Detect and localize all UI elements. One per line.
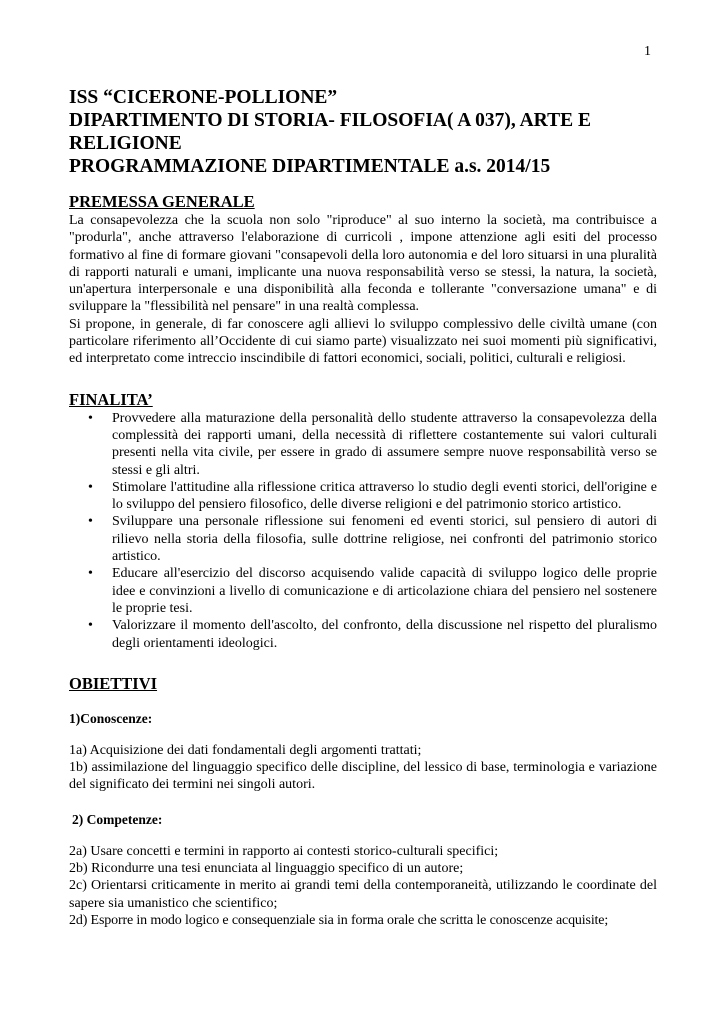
bullet-icon: • <box>88 479 93 495</box>
list-item <box>69 565 657 617</box>
premessa-paragraph-1: La consapevolezza che la scuola non solo "riproduce" al suo interno la società, ma contribuisce a "produrla", anche attraverso l'elaborazione di curricoli , impone attenzione agli esiti del processo formativo al fine di formare giovani "consapevoli della loro autonomia e del loro situarsi in una pluralità di rapporti naturali e umani, implicante una nuova responsabilità verso se stessi, la natura, la società, un'apertura interpersonale e una disponibilità alla feconda e tollerante "conversazione umana" e di sviluppare la "flessibilità nel pensare" in una realtà complessa. <box>69 213 657 315</box>
list-item <box>69 513 657 565</box>
conoscenze-item-1b: 1b) assimilazione del linguaggio specifico delle discipline, del lessico di base, terminologia e variazione del significato dei termini nei singoli autori. <box>69 760 657 793</box>
list-item-text: Valorizzare il momento dell'ascolto, del confronto, della discussione nel rispetto del pluralismo degli orientamenti ideologici. <box>112 618 657 651</box>
list-item-text: Provvedere alla maturazione della personalità dello studente attraverso la consapevolezza della complessità dei rapporti umani, della necessità di riflettere costantemente sui valori culturali presenti nella vita civile, per essere in grado di assumere sempre nuove responsabilità verso se stessi e gli altri. <box>112 410 657 478</box>
section-title-obiettivi: OBIETTIVI <box>69 673 158 693</box>
bullet-icon: • <box>88 410 93 426</box>
department-title: DIPARTIMENTO DI STORIA- FILOSOFIA( A 037), ARTE E <box>69 110 591 131</box>
list-item-text: Stimolare l'attitudine alla riflessione critica attraverso lo studio degli eventi storici, dell'origine e lo sviluppo del pensiero filosofico, delle diverse religioni e del patrimonio storico artistico. <box>112 479 657 513</box>
list-item <box>69 617 657 652</box>
list-item-text: Educare all'esercizio del discorso acquisendo valide capacità di sviluppo logico delle proprie idee e convinzioni a livello di comunicazione e di articolazione chiara del pensiero nel sostenere le proprie tesi. <box>112 566 657 616</box>
competenze-item-2b: 2b) Ricondurre una tesi enunciata al linguaggio specifico di un autore; <box>69 861 464 877</box>
finalita-list <box>69 410 657 652</box>
competenze-item-2c: 2c) Orientarsi criticamente in merito ai grandi temi della contemporaneità, utilizzando le coordinate del sapere sia umanistico che scientifico; <box>69 878 657 911</box>
page-number: 1 <box>644 44 651 59</box>
school-name: ISS “CICERONE-POLLIONE” <box>69 87 338 108</box>
bullet-icon: • <box>88 618 93 634</box>
department-title-cont: RELIGIONE <box>69 133 182 154</box>
document-body <box>69 86 657 929</box>
section-title-premessa: PREMESSA GENERALE <box>69 192 255 211</box>
programming-title: PROGRAMMAZIONE DIPARTIMENTALE a.s. 2014/15 <box>69 156 551 177</box>
section-title-finalita: FINALITA’ <box>69 389 153 409</box>
premessa-paragraph-2: Si propone, in generale, di far conoscere agli allievi lo sviluppo complessivo delle civiltà umane (con particolare riferimento all’Occidente di cui siamo parte) visualizzato nei suoi momenti più significativi, ed interpretato come intreccio inscindibile di fattori economici, sociali, politici, culturali e religiosi. <box>69 316 657 367</box>
conoscenze-item-1a: 1a) Acquisizione dei dati fondamentali degli argomenti trattati; <box>69 742 422 758</box>
competenze-heading: 2) Competenze: <box>72 811 163 827</box>
competenze-item-2d: 2d) Esporre in modo logico e consequenziale sia in forma orale che scritta le conoscenze acquisite; <box>69 912 609 928</box>
conoscenze-heading: 1)Conoscenze: <box>69 710 153 726</box>
bullet-icon: • <box>88 514 93 530</box>
document-header <box>69 86 657 178</box>
list-item <box>69 479 657 514</box>
list-item-text: Sviluppare una personale riflessione sui fenomeni ed eventi storici, sul pensiero di autori di rilievo nella storia della filosofia, sulle dottrine religiose, nei confronti del patrimonio storico artistico. <box>112 514 657 565</box>
list-item <box>69 410 657 479</box>
competenze-item-2a: 2a) Usare concetti e termini in rapporto ai contesti storico-culturali specifici; <box>69 843 499 859</box>
bullet-icon: • <box>88 566 93 582</box>
